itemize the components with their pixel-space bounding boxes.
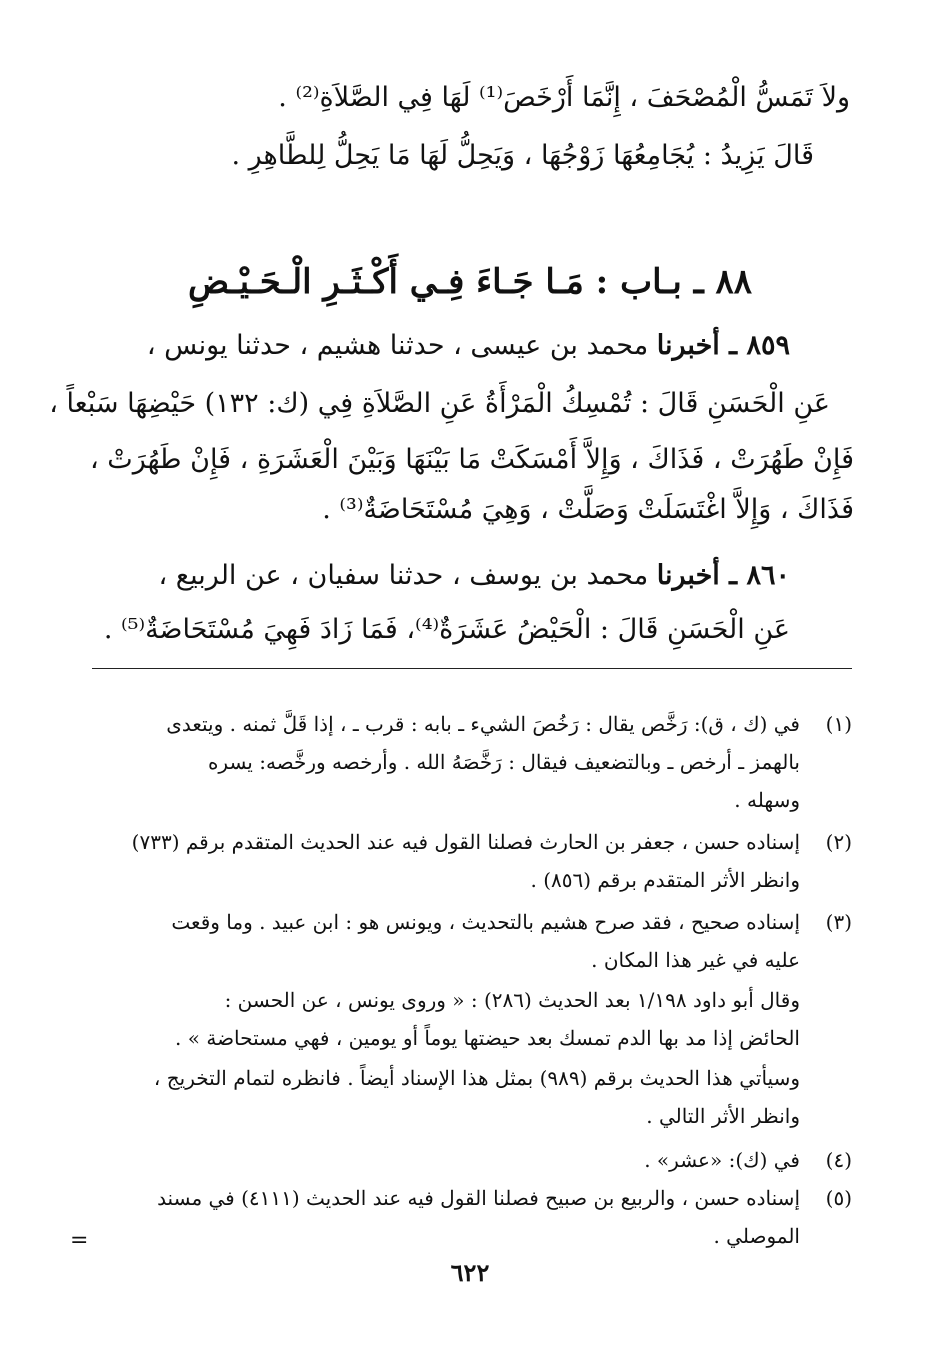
- hadith-860-isnad: محمد بن يوسف ، حدثنا سفيان ، عن الربيع ،: [158, 560, 649, 591]
- hadith-859-chain: [147, 330, 790, 361]
- footnote-2-number: (٢): [825, 830, 852, 854]
- hadith-859-number: ٨٥٩ ـ أخبرنا: [656, 330, 790, 361]
- footnote-3-line-3: وقال أبو داود ١/١٩٨ بعد الحديث (٢٨٦) : « وروى يونس ، عن الحسن :: [224, 988, 800, 1012]
- page-number: ٦٢٢: [450, 1258, 490, 1287]
- footnote-5-line-2: الموصلي .: [713, 1224, 800, 1248]
- footnote-3-line-5: وسيأتي هذا الحديث برقم (٩٨٩) بمثل هذا الإسناد أيضاً . فانظره لتمام التخريج ،: [153, 1066, 800, 1090]
- hadith-860-chain: [158, 560, 790, 591]
- footnote-3-line-4: الحائض إذا مد بها الدم تمسك بعد حيضتها يوماً أو يومين ، فهي مستحاضة » .: [175, 1026, 800, 1050]
- continuation-mark: =: [70, 1228, 89, 1253]
- footnote-5-line-1: إسناده حسن ، والربيع بن صبيح فصلنا القول فيه عند الحديث (٤١١١) في مسند: [157, 1186, 800, 1210]
- footnote-2-line-1: إسناده حسن ، جعفر بن الحارث فصلنا القول فيه عند الحديث المتقدم برقم (٧٣٣): [131, 830, 800, 854]
- hadith-860-number: ٨٦٠ ـ أخبرنا: [656, 560, 790, 591]
- footnote-5-number: (٥): [825, 1186, 852, 1210]
- footnote-3-number: (٣): [825, 910, 852, 934]
- footnote-1-line-3: وسهله .: [734, 788, 800, 812]
- hadith-859-line-1: عَنِ الْحَسَنِ قَالَ : تُمْسِكُ الْمَرْأَةُ عَنِ الصَّلاَةِ فِي (ك: ١٣٢) حَيْضِهَا سَبْعاً ،: [49, 388, 830, 419]
- footnote-1-line-2: بالهمز ـ أرخص ـ وبالتضعيف فيقال : رَخَّصَهُ الله . وأرخصه ورخَّصه: يسره: [207, 750, 800, 774]
- footnote-3-line-2: عليه في غير هذا المكان .: [591, 948, 800, 972]
- footnote-3-line-6: وانظر الأثر التالي .: [646, 1104, 800, 1128]
- footnote-4-number: (٤): [825, 1148, 852, 1172]
- hadith-859-line-3: فَذَاكَ ، وَإِلاَّ اغْتَسَلَتْ وَصَلَّتْ ، وَهِيَ مُسْتَحَاضَةٌ⁽³⁾ .: [322, 494, 854, 525]
- hadith-859-line-2: فَإِنْ طَهُرَتْ ، فَذَاكَ ، وَإِلاَّ أَمْسَكَتْ مَا بَيْنَهَا وَبَيْنَ الْعَشَرَةِ ، فَإِنْ طَهُرَتْ ،: [90, 444, 854, 475]
- footnote-3-line-1: إسناده صحيح ، فقد صرح هشيم بالتحديث ، ويونس هو : ابن عبيد . وما وقعت: [171, 910, 800, 934]
- chapter-title: ٨٨ ـ بـاب : مَـا جَـاءَ فِـي أَكْـثَـرِ الْـحَـيْـضِ: [187, 262, 753, 302]
- footnote-1-line-1: في (ك ، ق): رَخَّص يقال : رَخُصَ الشيء ـ بابه : قرب ـ ، إذا قَلَّ ثمنه . ويتعدى: [166, 712, 800, 736]
- hadith-859-isnad: محمد بن عيسى ، حدثنا هشيم ، حدثنا يونس ،: [146, 330, 649, 361]
- footnote-1-number: (١): [825, 712, 852, 736]
- hadith-860-line-1: عَنِ الْحَسَنِ قَالَ : الْحَيْضُ عَشَرَةٌ⁽⁴⁾، فَمَا زَادَ فَهِيَ مُسْتَحَاضَةٌ⁽⁵⁾ .: [103, 614, 790, 645]
- footnote-separator: [92, 668, 852, 669]
- footnote-2-line-2: وانظر الأثر المتقدم برقم (٨٥٦) .: [530, 868, 800, 892]
- text-line-1: ولاَ تَمَسُّ الْمُصْحَفَ ، إِنَّمَا أَرْخَصَ⁽¹⁾ لَهَا فِي الصَّلاَةِ⁽²⁾ .: [278, 82, 850, 113]
- footnote-4-line-1: في (ك): «عشر» .: [644, 1148, 800, 1172]
- text-line-2: قَالَ يَزِيدُ : يُجَامِعُهَا زَوْجُهَا ، وَيَحِلُّ لَهَا مَا يَحِلُّ لِلطَّاهِرِ .: [231, 140, 814, 171]
